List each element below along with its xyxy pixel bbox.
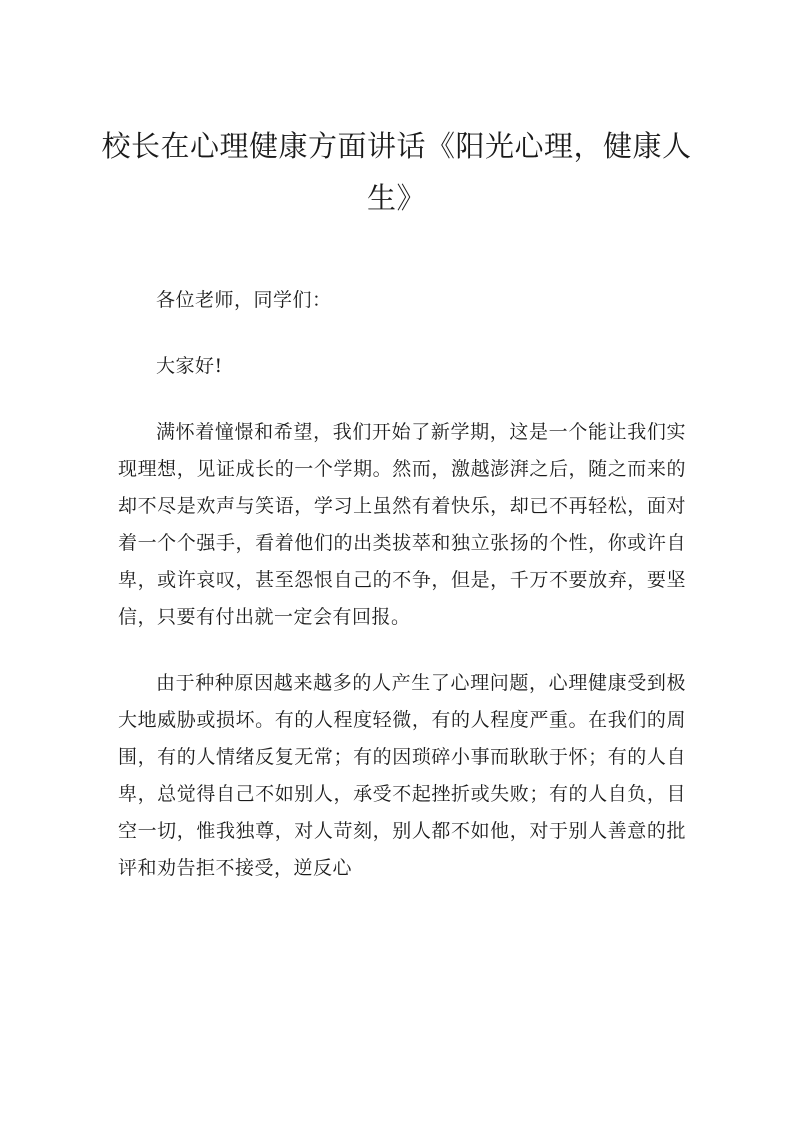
document-title: 校长在心理健康方面讲话《阳光心理，健康人生》	[101, 129, 692, 215]
greeting-paragraph: 各位老师，同学们：	[156, 289, 332, 311]
body-paragraph-2: 由于种种原因越来越多的人产生了心理问题，心理健康受到极大地威胁或损坏。有的人程度轻微，有的人程度严重。在我们的周围，有的人情绪反复无常；有的因琐碎小事而耿耿于怀；有的人自卑，总觉得自己不如别人，承受不起挫折或失败；有的人自负，目空一切，惟我独尊，对人苛刻，别人都不如他，对于别人善意的批评和劝告拒不接受，逆反心	[118, 672, 686, 879]
body-paragraph-1: 满怀着憧憬和希望，我们开始了新学期，这是一个能让我们实现理想，见证成长的一个学期。然而，激越澎湃之后，随之而来的却不尽是欢声与笑语，学习上虽然有着快乐，却已不再轻松，面对着一个个强手，看着他们的出类拔萃和独立张扬的个性，你或许自卑，或许哀叹，甚至怨恨自己的不争，但是，千万不要放弃，要坚信，只要有付出就一定会有回报。	[118, 421, 686, 628]
document-body	[118, 282, 686, 916]
salutation-paragraph: 大家好!	[156, 355, 223, 377]
